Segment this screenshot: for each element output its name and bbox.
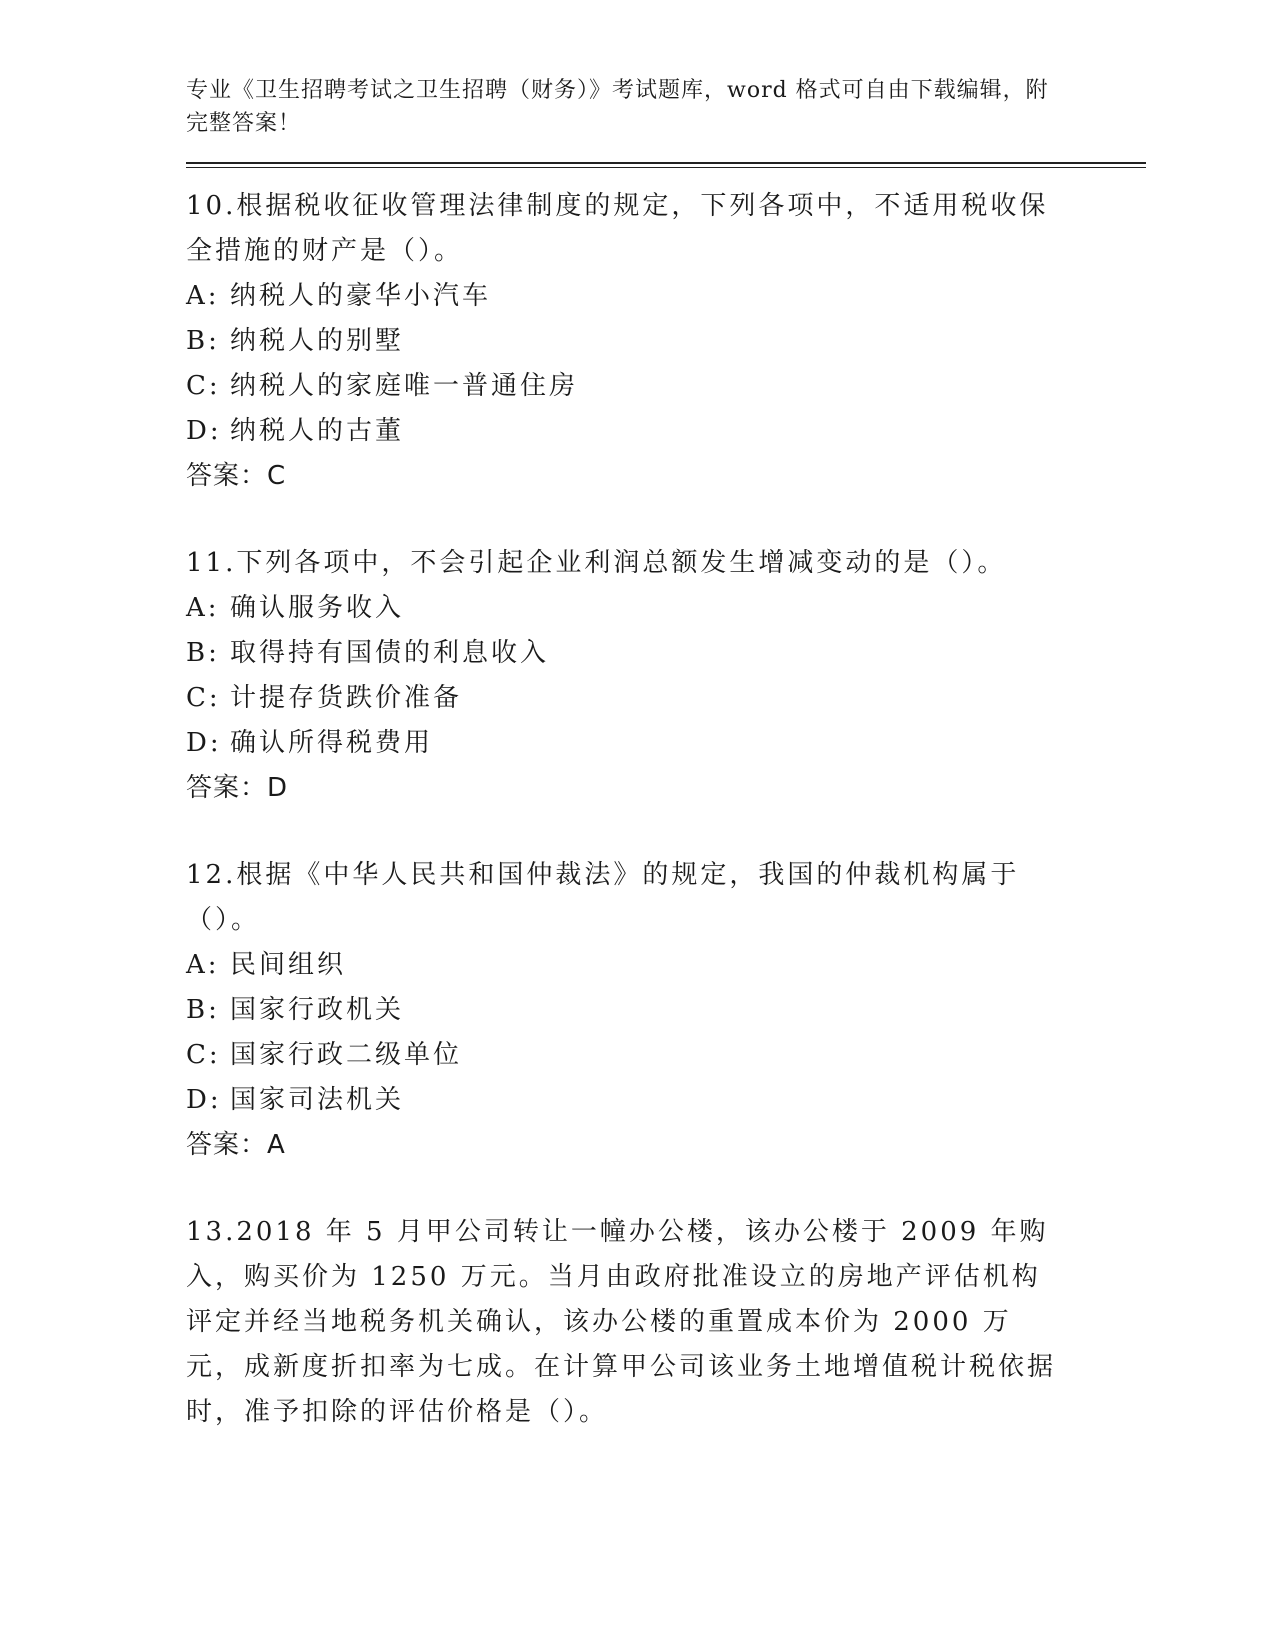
answer-line: 答案：D — [186, 773, 289, 803]
question-13 — [186, 1210, 1146, 1435]
option-d: D: 确认所得税费用 — [186, 728, 434, 758]
option-c: C: 计提存货跌价准备 — [186, 683, 463, 713]
option-d: D: 国家司法机关 — [186, 1085, 405, 1115]
option-c: C: 国家行政二级单位 — [186, 1040, 463, 1070]
option-c: C: 纳税人的家庭唯一普通住房 — [186, 371, 579, 401]
option-b: B: 纳税人的别墅 — [186, 326, 405, 356]
question-12 — [186, 853, 1146, 1168]
option-a: A: 民间组织 — [186, 950, 347, 980]
question-stem: 11.下列各项中，不会引起企业利润总额发生增减变动的是（）。 — [186, 548, 1007, 578]
question-10 — [186, 184, 1146, 499]
option-b: B: 国家行政机关 — [186, 995, 405, 1025]
question-stem: 13.2018 年 5 月甲公司转让一幢办公楼，该办公楼于 2009 年购入，购买价为 1250 万元。当月由政府批准设立的房地产评估机构评定并经当地税务机关确认，该办公楼的重置成本价为 2000 万元，成新度折扣率为七成。在计算甲公司该业务土地增值税计税依据时，准予扣除的评估价格是（）。 — [186, 1217, 1057, 1427]
option-d: D: 纳税人的古董 — [186, 416, 405, 446]
answer-line: 答案：C — [186, 461, 287, 491]
option-b: B: 取得持有国债的利息收入 — [186, 638, 550, 668]
document-page — [186, 74, 1146, 1435]
header-divider — [186, 162, 1146, 168]
option-a: A: 确认服务收入 — [186, 593, 405, 623]
document-header: 专业《卫生招聘考试之卫生招聘（财务）》考试题库，word 格式可自由下载编辑，附完整答案！ — [186, 78, 1049, 136]
answer-line: 答案：A — [186, 1130, 286, 1160]
question-stem: 10.根据税收征收管理法律制度的规定，下列各项中，不适用税收保全措施的财产是（）。 — [186, 191, 1049, 266]
question-stem: 12.根据《中华人民共和国仲裁法》的规定，我国的仲裁机构属于（）。 — [186, 860, 1020, 935]
question-11 — [186, 541, 1146, 811]
option-a: A: 纳税人的豪华小汽车 — [186, 281, 492, 311]
